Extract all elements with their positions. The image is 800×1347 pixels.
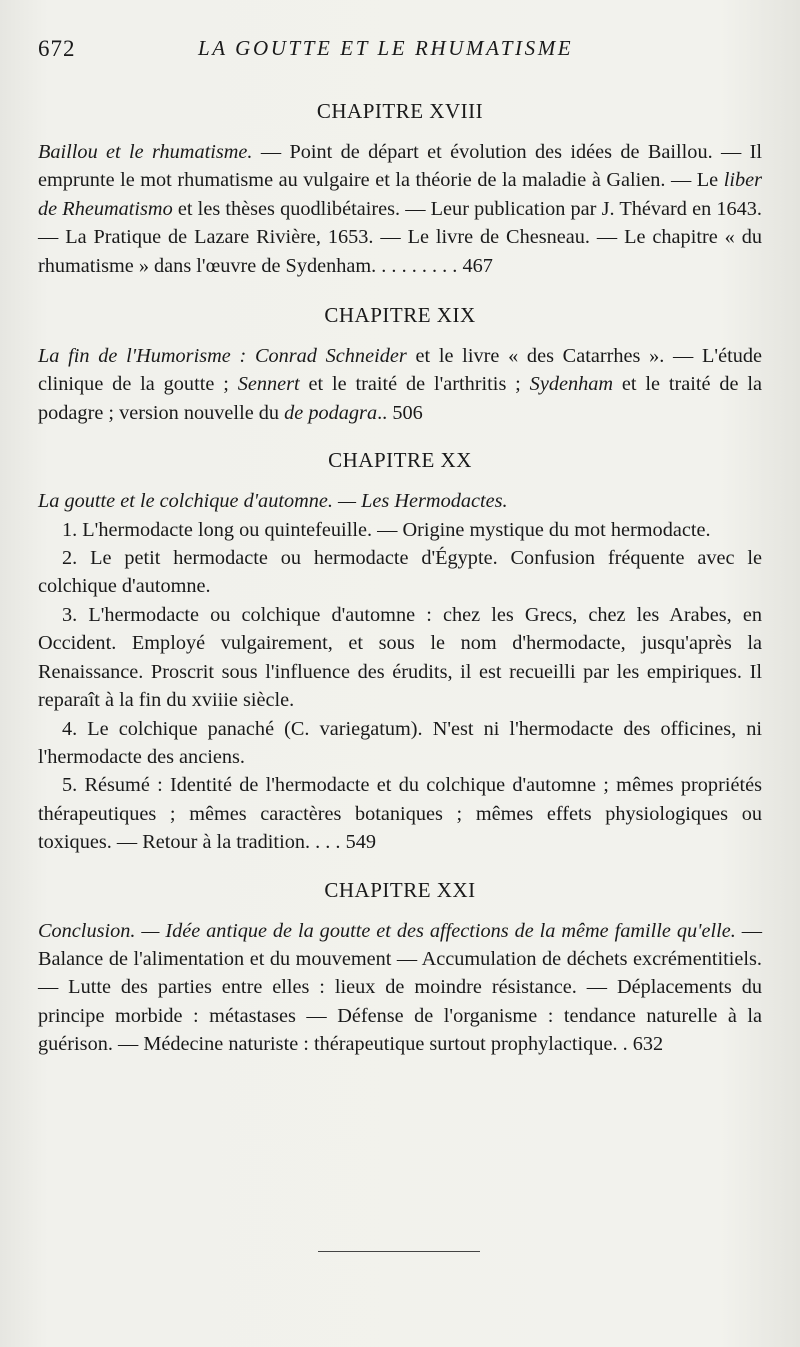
chapter-heading: CHAPITRE XIX [324,303,476,328]
running-title: LA GOUTTE ET LE RHUMATISME [198,36,574,60]
summary-text: — Point de départ et évolution des idées de Baillou. — Il emprunte le mot rhumatisme au vulgaire et la théorie de la maladie à Galien. — Le [38,141,762,192]
summary-text: et le traité de la podagre ; version nouvelle du [38,373,762,424]
page-reference: 632 [632,1033,664,1056]
list-item: 2. Le petit hermodacte ou hermodacte d'Égypte. Confusion fréquente avec le colchique d'automne. [38,547,762,598]
chapter-summary [38,917,762,1059]
page-reference: 506 [392,401,423,424]
chapter-title-italic: La goutte et le colchique d'automne. — Les Hermodactes. [38,490,508,513]
page-reference: 467 [462,254,493,277]
summary-italic: Sydenham [529,373,614,396]
page-number: 672 [38,36,76,61]
chapter-xxi [38,875,762,1059]
summary-text: .. [377,401,388,424]
table-of-contents [38,96,762,1059]
chapter-summary [38,138,762,280]
chapter-xx [38,445,762,856]
page-reference: 549 [345,831,376,854]
summary-italic: liber de Rheumatismo [38,169,762,220]
list-item: 5. Résumé : Identité de l'hermodacte et du colchique d'automne ; mêmes propriétés thérapeutiques ; mêmes caractères botaniques ; mêmes effets physiologiques ou toxiques. — Retour à la tradition. . . . [38,774,762,854]
page-header [0,30,800,64]
chapter-title-italic: Conclusion. — Idée antique de la goutte et des affections de la même famille qu'elle. [38,919,736,942]
chapter-title-italic: Baillou et le rhumatisme. [38,141,253,163]
list-item: 3. L'hermodacte ou colchique d'automne : chez les Grecs, chez les Arabes, en Occident. Employé vulgairement, et sous le nom d'hermodacte, jusqu'après la Renaissance. Proscrit sous l'influence des érudits, il est recueilli par les empiriques. Il reparaît à la fin du xviiie siècle. [38,603,762,712]
chapter-summary [38,487,762,856]
summary-italic: de podagra [284,401,378,424]
summary-text: et les thèses quodlibétaires. — Leur publication par J. Thévard en 1643. — La Pratique de Lazare Rivière, 1653. — Le livre de Chesneau. — Le chapitre « du rhumatisme » dans l'œuvre de Sydenham. . . . . . . . . [38,197,763,277]
summary-italic: Sennert [237,373,300,396]
chapter-heading: CHAPITRE XX [328,448,472,473]
chapter-heading: CHAPITRE XVIII [316,99,484,123]
footer-rule [318,1251,480,1252]
list-item: 4. Le colchique panaché (C. variegatum). N'est ni l'hermodacte des officines, ni l'hermodacte des anciens. [38,717,762,768]
chapter-title-italic: La fin de l'Humorisme : Conrad Schneider [38,345,407,368]
chapter-xviii [38,96,762,280]
summary-text: — Balance de l'alimentation et du mouvement — Accumulation de déchets excrémentitiels. — Lutte des parties entre elles : lieux de moindre résistance. — Déplacements du principe morbide : métastases — Défense de l'organisme : tendance naturelle à la guérison. — Médecine naturiste : thérapeutique surtout prophylactique. . [38,919,763,1056]
summary-text: et le livre « des Catarrhes ». — L'étude clinique de la goutte ; [38,345,763,396]
summary-text: et le traité de l'arthritis ; [299,373,530,396]
chapter-heading: CHAPITRE XXI [324,877,476,902]
chapter-summary [38,342,762,427]
chapter-xix [38,300,762,427]
list-item: 1. L'hermodacte long ou quintefeuille. — Origine mystique du mot hermodacte. [62,518,711,541]
